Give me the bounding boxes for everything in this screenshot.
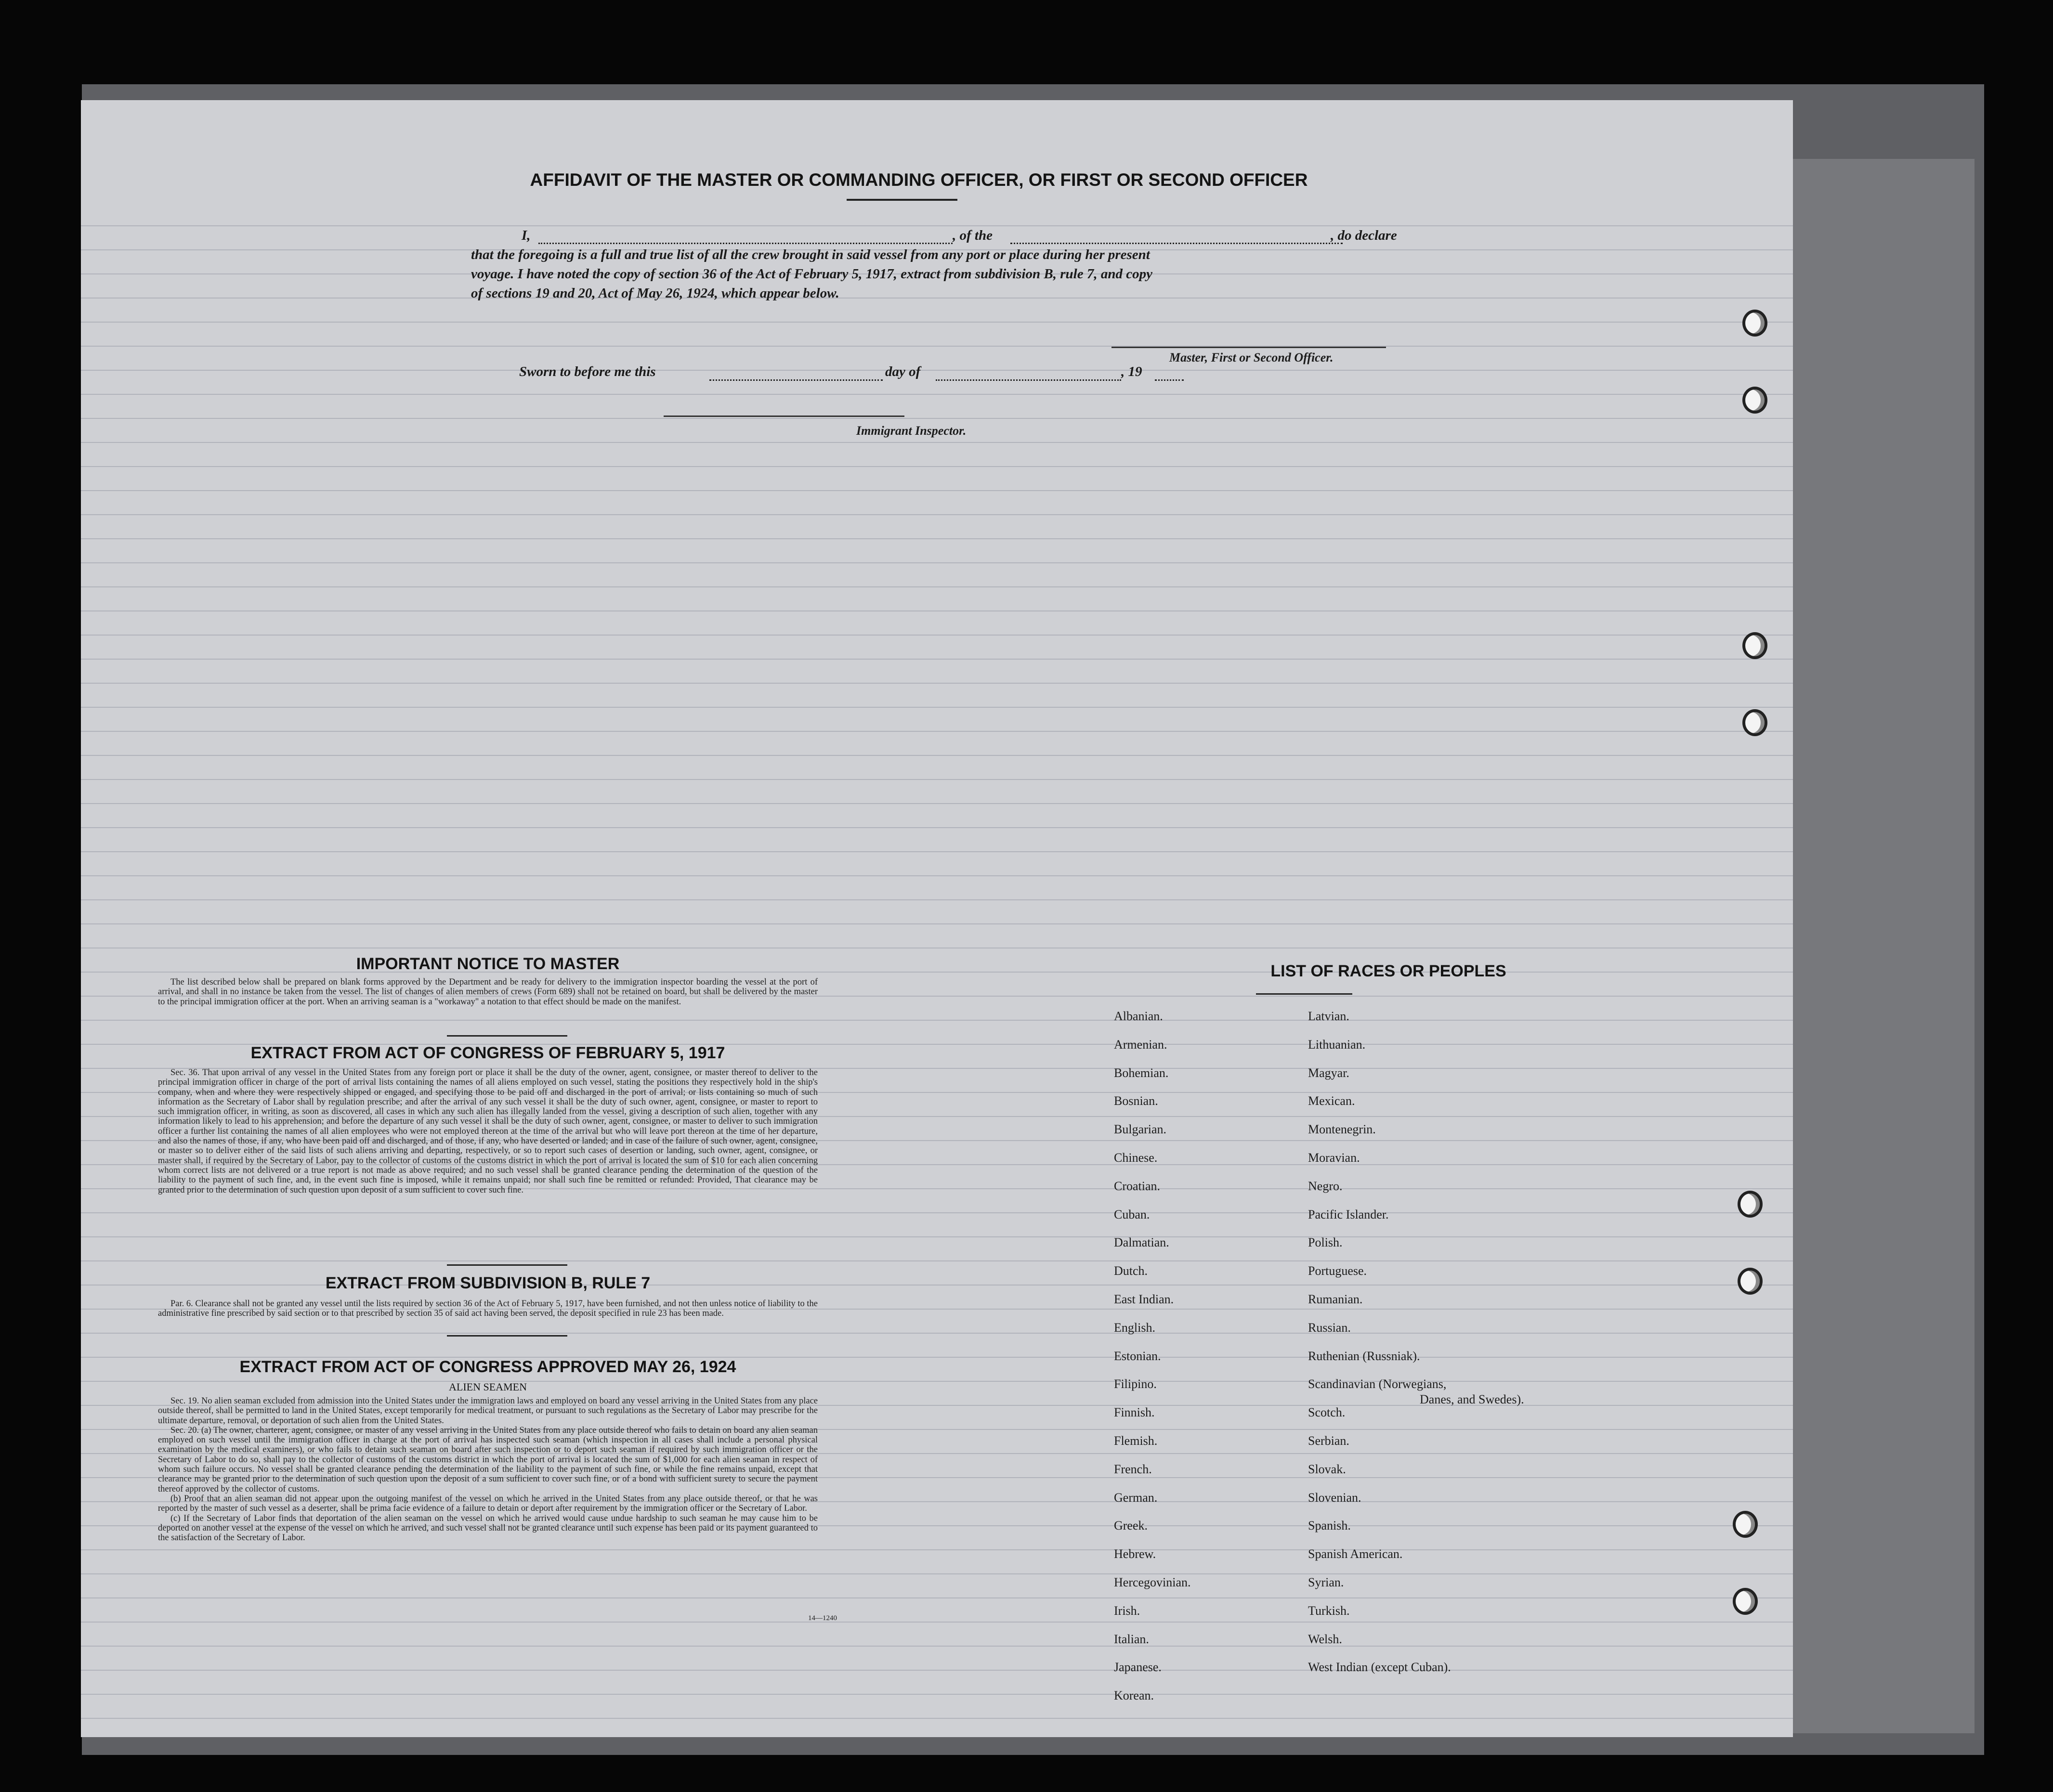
race-item: Bohemian.: [1114, 1065, 1169, 1080]
ruling-line: [81, 225, 1793, 226]
ruling-line: [81, 586, 1793, 587]
ruling-line: [81, 731, 1793, 732]
ruling-line: [81, 562, 1793, 563]
race-item: German.: [1114, 1490, 1158, 1505]
sec-19-paragraph: Sec. 19. No alien seaman excluded from admission into the United States under the immigration laws and employed on board any vessel arriving in the United States from any place outside thereof, shall be permitted to land in the United States, except temporarily for medical treatment, or pursuant to such regulations as the Secretary of Labor may prescribe for the ultimate departure, removal, or deportation of such alien from the United States.: [158, 1396, 818, 1426]
races-title: LIST OF RACES OR PEOPLES: [1270, 962, 1506, 980]
ruling-line: [81, 298, 1793, 299]
race-item: Hebrew.: [1114, 1547, 1156, 1561]
race-item: Flemish.: [1114, 1434, 1158, 1448]
par-6-paragraph: Par. 6. Clearance shall not be granted any vessel until the lists required by section 36 of the Act of February 5, 1917, have been furnished, and not then unless notice of liability to the administrative fine prescribed by said section or to that prescribed by section 35 of said act having been served, the deposit specified in rule 23 has been made.: [158, 1299, 818, 1319]
race-item: Bulgarian.: [1114, 1122, 1167, 1137]
race-item: Hercegovinian.: [1114, 1575, 1191, 1589]
ruling-line: [81, 514, 1793, 515]
race-item: Estonian.: [1114, 1349, 1161, 1363]
ruling-line: [81, 322, 1793, 323]
race-item: Irish.: [1114, 1603, 1140, 1618]
ruling-line: [81, 418, 1793, 419]
race-item: Albanian.: [1114, 1009, 1163, 1023]
ruling-line: [81, 683, 1793, 684]
race-item: Negro.: [1308, 1179, 1343, 1193]
day-of-label: day of: [885, 364, 921, 379]
ruling-line: [81, 394, 1793, 395]
underlying-sheet-edge: [1782, 159, 1975, 1733]
race-item: Montenegrin.: [1308, 1122, 1376, 1137]
punch-hole: [1733, 1511, 1758, 1538]
ruling-line: [81, 1333, 1793, 1334]
ruling-line: [81, 899, 1793, 900]
ruling-line: [81, 827, 1793, 828]
notice-paragraph: The list described below shall be prepared on blank forms approved by the Department and be ready for delivery to the immigration inspector boarding the vessel at the port of arrival, and shall in no instance be taken from the vessel. The list of changes of alien members of crews (Form 689) shall not be retained on board, but shall be delivered by the master to the principal immigration officer at the port. When an arriving seaman is a "workaway" a notation to that effect should be made on the manifest.: [158, 977, 818, 1007]
race-item: Rumanian.: [1308, 1292, 1363, 1306]
master-signature-line[interactable]: [1111, 347, 1386, 348]
section-divider: [447, 1264, 567, 1266]
race-item: Dalmatian.: [1114, 1235, 1169, 1250]
extract-1924-title: EXTRACT FROM ACT OF CONGRESS APPROVED MAY 26, 1924: [239, 1358, 736, 1376]
section-divider: [447, 1035, 567, 1037]
rule-7-title: EXTRACT FROM SUBDIVISION B, RULE 7: [325, 1274, 651, 1292]
race-item: East Indian.: [1114, 1292, 1174, 1306]
race-item: Slovak.: [1308, 1462, 1346, 1476]
extract-1917-text: [158, 1068, 818, 1195]
ruling-line: [81, 1020, 1793, 1021]
punch-hole: [1738, 1268, 1763, 1295]
race-item: Spanish.: [1308, 1519, 1351, 1533]
race-item: Pacific Islander.: [1308, 1207, 1389, 1221]
ruling-line: [81, 1670, 1793, 1671]
race-item: Finnish.: [1114, 1405, 1155, 1420]
ruling-line: [81, 923, 1793, 924]
of-the-label: , of the: [953, 228, 993, 243]
ruling-line: [81, 707, 1793, 708]
inspector-signature-caption: Immigrant Inspector.: [856, 424, 967, 438]
ruling-line: [81, 779, 1793, 780]
affidavit-line-2: that the foregoing is a full and true list of all the crew brought in said vessel from any port or place during her present: [471, 247, 1150, 262]
ruling-line: [81, 610, 1793, 611]
race-item: Polish.: [1308, 1235, 1343, 1250]
rule-7-text: [158, 1299, 818, 1319]
race-item: English.: [1114, 1320, 1155, 1335]
race-item: Portuguese.: [1308, 1264, 1367, 1278]
ruling-line: [81, 1549, 1793, 1550]
race-item: Turkish.: [1308, 1603, 1350, 1618]
race-item: Slovenian.: [1308, 1490, 1361, 1505]
ruling-line: [81, 755, 1793, 756]
sec-36-paragraph: Sec. 36. That upon arrival of any vessel in the United States from any foreign port or place it shall be the duty of the owner, agent, consignee, or master thereof to deliver to the principal immigration officer in charge of the port of arrival lists containing the names of all aliens employed on such vessel, stating the positions they respectively hold in the ship's company, when and where they were respectively shipped or engaged, and specifying those to be paid off and discharged in the port of arrival; or lists containing so much of such information as the Secretary of Labor shall by regulation prescribe; and after the arrival of any such vessel it shall be the duty of such owner, agent, consignee, or master to report to such immigration officer, in writing, as soon as discovered, all cases in which any such alien has illegally landed from the vessel, giving a description of such alien, together with any information likely to lead to his apprehension; and before the departure of any such vessel it shall be the duty of such owner, agent, consignee, or master to deliver to such immigration officer a further list containing the names of all alien employees who were not employed thereon at the time of the arrival but who will leave port thereon at the time of her departure, and also the names of those, if any, who have been paid off and discharged, and of those, if any, who have deserted or landed; and in case of the failure of such owner, agent, consignee, or master so to deliver either of the said lists of such aliens arriving and departing, respectively, or so to report such cases of desertion or landing, such owner, agent, consignee, or master shall, if required by the Secretary of Labor, pay to the collector of customs of the customs district in which the port of arrival is located the sum of $10 for each alien concerning whom correct lists are not delivered or a true report is not made as above required; and no such vessel shall be granted clearance pending the determination of the question of the liability to the payment of such fine, and, in the event such fine is imposed, while it remains unpaid; nor shall such fine be remitted or refunded: Provided, That clearance may be granted prior to the determination of such question upon deposit of a sum sufficient to cover such fine.: [158, 1068, 818, 1195]
ruling-line: [81, 346, 1793, 347]
affidavit-line-4: of sections 19 and 20, Act of May 26, 1924, which appear below.: [471, 286, 839, 301]
affidavit-line-3: voyage. I have noted the copy of section 36 of the Act of February 5, 1917, extract from subdivision B, rule 7, and copy: [471, 266, 1152, 282]
ruling-line: [81, 442, 1793, 443]
ruling-line: [81, 538, 1793, 539]
year-label: , 19: [1121, 364, 1142, 379]
race-item: West Indian (except Cuban).: [1308, 1660, 1451, 1675]
ruling-line: [81, 1260, 1793, 1261]
sworn-day-field[interactable]: [709, 379, 883, 381]
ruling-line: [81, 1718, 1793, 1719]
ruling-line: [81, 803, 1793, 804]
race-item: Russian.: [1308, 1320, 1351, 1335]
race-item: Danes, and Swedes).: [1420, 1392, 1524, 1407]
ruling-line: [81, 851, 1793, 852]
sworn-label: Sworn to before me this: [519, 364, 656, 379]
race-item: Dutch.: [1114, 1264, 1148, 1278]
race-item: Serbian.: [1308, 1434, 1349, 1448]
race-item: Spanish American.: [1308, 1547, 1403, 1561]
race-item: Croatian.: [1114, 1179, 1161, 1193]
ruling-line: [81, 1573, 1793, 1574]
ruling-line: [81, 1622, 1793, 1623]
race-item: Scandinavian (Norwegians,: [1308, 1377, 1447, 1391]
punch-hole: [1742, 387, 1767, 414]
sworn-month-field[interactable]: [936, 379, 1121, 381]
inspector-signature-line[interactable]: [664, 416, 904, 417]
race-item: French.: [1114, 1462, 1152, 1476]
punch-hole: [1742, 310, 1767, 337]
form-page: [81, 100, 1793, 1737]
race-item: Welsh.: [1308, 1632, 1342, 1646]
notice-title: IMPORTANT NOTICE TO MASTER: [356, 955, 620, 973]
ruling-line: [81, 1212, 1793, 1213]
races-title-underline: [1256, 993, 1352, 995]
do-declare-label: , do declare: [1331, 228, 1397, 243]
race-item: Italian.: [1114, 1632, 1149, 1646]
extract-1924-text: [158, 1396, 818, 1543]
race-item: Ruthenian (Russniak).: [1308, 1349, 1420, 1363]
race-item: Filipino.: [1114, 1377, 1157, 1391]
master-name-field[interactable]: [538, 243, 953, 244]
race-item: Scotch.: [1308, 1405, 1346, 1420]
sworn-year-field[interactable]: [1155, 379, 1184, 381]
sec-20c-paragraph: (c) If the Secretary of Labor finds that deportation of the alien seaman on the vessel on which he arrived would cause undue hardship to such seaman he may cause him to be deported on another vessel at the expense of the vessel on which he arrived, and such vessel shall not be granted clearance until such expense has been paid or its payment guaranteed to the satisfaction of the Secretary of Labor.: [158, 1513, 818, 1543]
alien-seamen-subtitle: ALIEN SEAMEN: [449, 1381, 527, 1393]
race-item: Chinese.: [1114, 1151, 1158, 1165]
ruling-line: [81, 466, 1793, 467]
ruling-line: [81, 1236, 1793, 1237]
ruling-line: [81, 635, 1793, 636]
race-item: Mexican.: [1308, 1094, 1355, 1108]
section-divider: [447, 1335, 567, 1337]
race-item: Cuban.: [1114, 1207, 1150, 1221]
vessel-name-field[interactable]: [1010, 243, 1343, 244]
ruling-line: [81, 659, 1793, 660]
race-item: Korean.: [1114, 1688, 1154, 1703]
race-item: Latvian.: [1308, 1009, 1349, 1023]
race-item: Magyar.: [1308, 1065, 1349, 1080]
race-item: Syrian.: [1308, 1575, 1344, 1589]
ruling-line: [81, 875, 1793, 876]
punch-hole: [1738, 1191, 1763, 1218]
punch-hole: [1742, 632, 1767, 659]
affidavit-i-label: I,: [522, 228, 531, 243]
race-item: Bosnian.: [1114, 1094, 1158, 1108]
title-underline: [847, 199, 957, 201]
race-item: Japanese.: [1114, 1660, 1162, 1675]
punch-hole: [1733, 1588, 1758, 1615]
sec-20b-paragraph: (b) Proof that an alien seaman did not appear upon the outgoing manifest of the vessel on which he arrived in the United States from any place outside thereof, or that he was reported by the master of such vessel as a deserter, shall be prima facie evidence of a failure to detain or deport after requirement by the immigration officer or the Secretary of Labor.: [158, 1493, 818, 1514]
extract-1917-title: EXTRACT FROM ACT OF CONGRESS OF FEBRUARY 5, 1917: [250, 1044, 725, 1062]
ruling-line: [81, 370, 1793, 371]
sec-20a-paragraph: Sec. 20. (a) The owner, charterer, agent, consignee, or master of any vessel arriving in the United States from any place outside thereof who fails to detain on board any alien seaman employed on such vessel until the immigration officer in charge at the port of arrival has inspected such seaman (which inspection in all cases shall include a personal physical examination by the medical examiners), or who fails to detain such seaman on board after such inspection or to deport such seaman if required by such immigration officer or the Secretary of Labor to do so, shall pay to the collector of customs of the customs district in which the port of arrival is located the sum of $1,000 for each alien seaman in respect of whom such failure occurs. No vessel shall be granted clearance pending the determination of the liability to the payment of such fine, or while the fine remains unpaid, except that clearance may be granted prior to the determination of such question upon the deposit of a sum sufficient to cover such fine, or of a bond with sufficient surety to secure the payment thereof approved by the collector of customs.: [158, 1425, 818, 1494]
race-item: Greek.: [1114, 1519, 1148, 1533]
affidavit-title: AFFIDAVIT OF THE MASTER OR COMMANDING OFFICER, OR FIRST OR SECOND OFFICER: [530, 170, 1308, 190]
ruling-line: [81, 1597, 1793, 1598]
ruling-line: [81, 1694, 1793, 1695]
notice-text: [158, 977, 818, 1007]
race-item: Lithuanian.: [1308, 1037, 1366, 1052]
race-item: Moravian.: [1308, 1151, 1360, 1165]
race-item: Armenian.: [1114, 1037, 1167, 1052]
form-number: 14—1240: [808, 1614, 837, 1622]
punch-hole: [1742, 709, 1767, 736]
master-signature-caption: Master, First or Second Officer.: [1169, 351, 1334, 364]
ruling-line: [81, 490, 1793, 491]
ruling-line: [81, 1646, 1793, 1647]
